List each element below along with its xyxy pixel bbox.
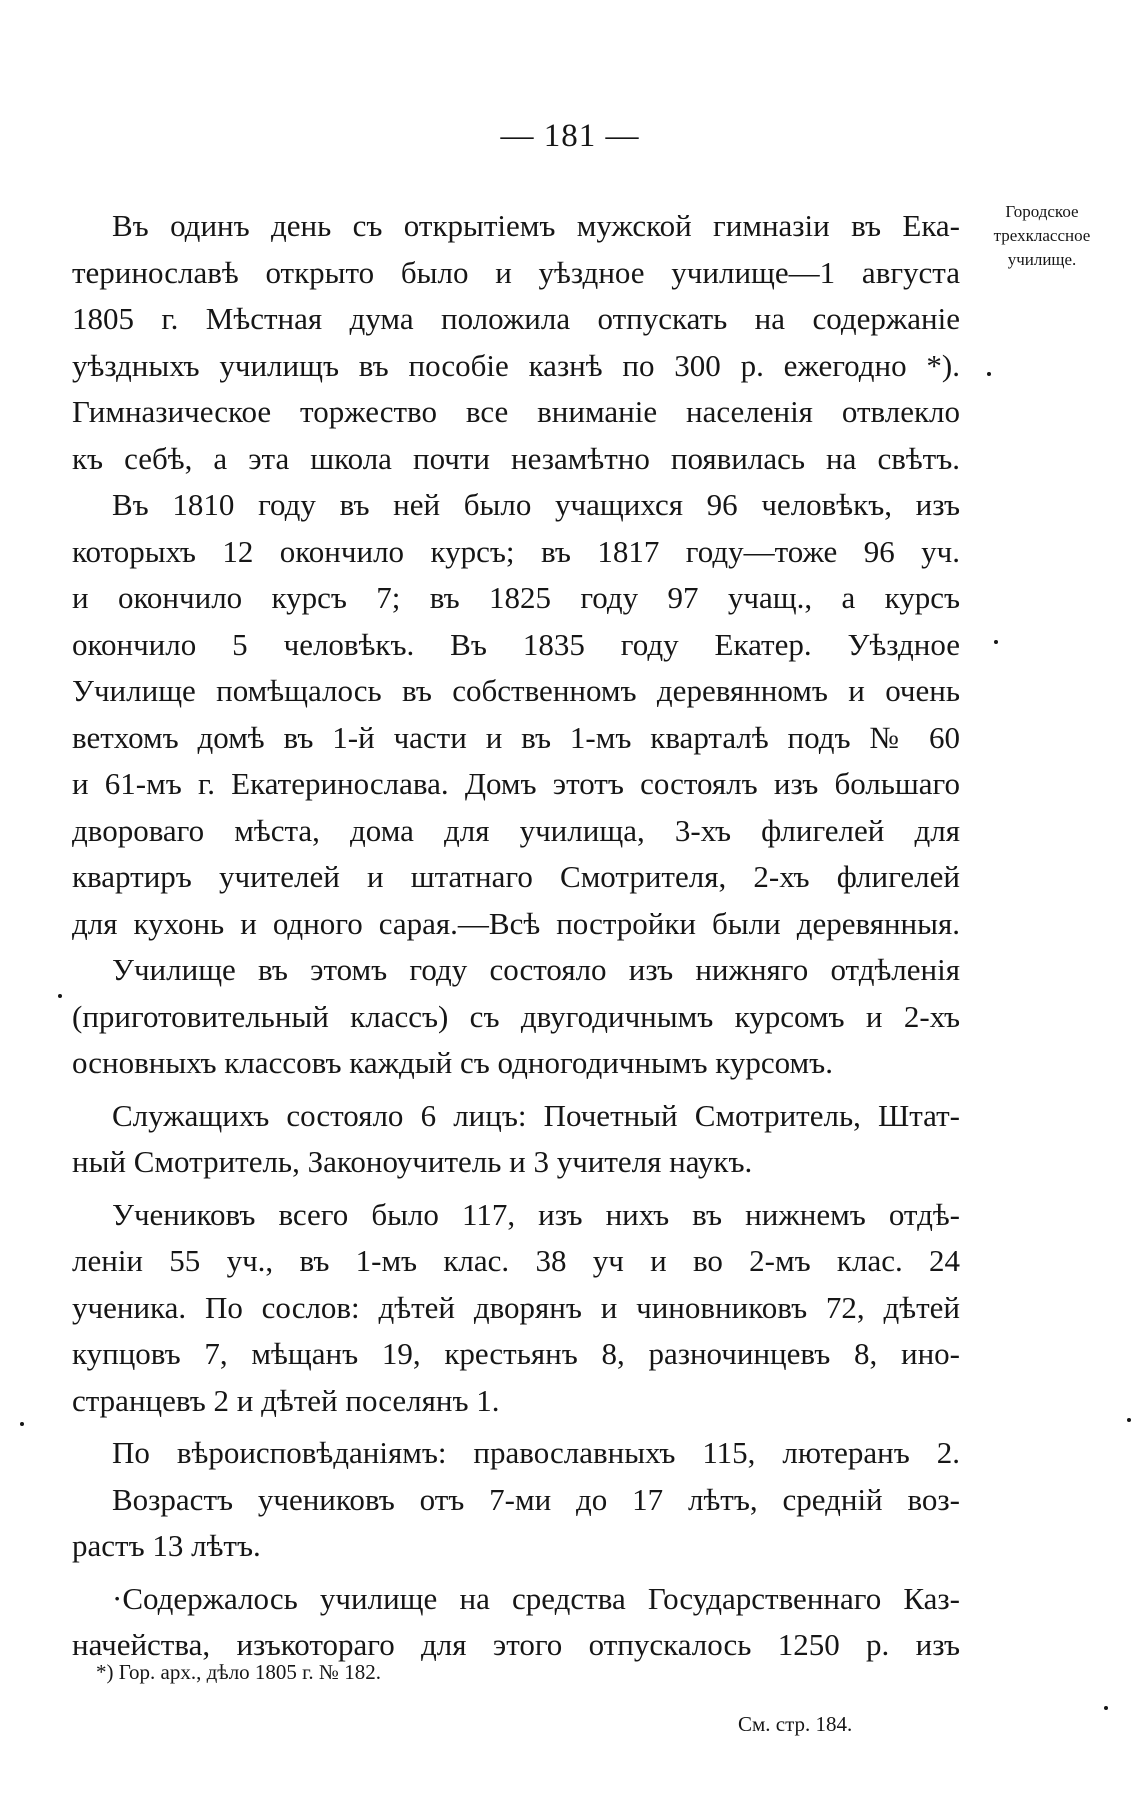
text-line: для кухонь и одного сарая.—Всѣ постройки были деревянныя. <box>72 905 960 941</box>
body-text <box>72 203 960 1669</box>
text-line: квартиръ учителей и штатнаго Смотрителя, 2-хъ флигелей <box>72 859 960 894</box>
scan-speck <box>1127 1418 1131 1422</box>
text-line: леніи 55 уч., въ 1-мъ клас. 38 уч и во 2-мъ клас. 24 <box>72 1243 960 1278</box>
text-line: окончило 5 человѣкъ. Въ 1835 году Екатер. Уѣздное <box>72 626 960 662</box>
text-line: ученика. По сослов: дѣтей дворянъ и чиновниковъ 72, дѣтей <box>72 1289 960 1325</box>
scan-speck <box>20 1422 24 1426</box>
footnote-cross-reference: См. стр. 184. <box>738 1712 853 1736</box>
text-line: уѣздныхъ училищъ въ пособіе казнѣ по 300 р. ежегодно *). <box>72 347 960 383</box>
text-line: начейства, изъкотораго для этого отпускалось 1250 р. изъ <box>72 1627 960 1662</box>
scan-speck <box>994 640 998 644</box>
margin-note-line: трехклассное <box>993 226 1091 245</box>
text-line: которыхъ 12 окончило курсъ; въ 1817 году—тоже 96 уч. <box>72 533 960 569</box>
text-line: ·Содержалось училище на средства Государственнаго Каз- <box>112 1580 960 1616</box>
text-line: По вѣроисповѣданіямъ: православныхъ 115, лютеранъ 2. <box>112 1435 960 1470</box>
text-line: ветхомъ домѣ въ 1-й части и въ 1-мъ кварталѣ подъ № 60 <box>72 719 960 755</box>
scan-speck <box>987 372 991 376</box>
footnote: *) Гор. арх., дѣло 1805 г. № 182. <box>96 1660 381 1684</box>
text-line: странцевъ 2 и дѣтей поселянъ 1. <box>72 1382 500 1418</box>
text-line: и 61-мъ г. Екатеринослава. Домъ этотъ состоялъ изъ большаго <box>72 766 960 801</box>
margin-note-line: Городское <box>1005 202 1079 221</box>
text-line: теринославѣ открыто было и уѣздное училище—1 августа <box>72 254 960 290</box>
page-number: — 181 — <box>500 118 640 154</box>
text-line: Училище въ этомъ году состояло изъ нижняго отдѣленія <box>112 952 960 987</box>
text-line: Гимназическое торжество все вниманіе населенія отвлекло <box>72 394 960 429</box>
text-line: Въ одинъ день съ открытіемъ мужской гимназіи въ Ека- <box>112 208 960 243</box>
text-line: ный Смотритель, Законоучитель и 3 учителя наукъ. <box>72 1144 753 1179</box>
margin-note-line: училище. <box>1007 250 1077 269</box>
text-line: Въ 1810 году въ ней было учащихся 96 человѣкъ, изъ <box>112 487 960 522</box>
scan-speck <box>58 994 62 998</box>
margin-note <box>972 200 1112 272</box>
text-line: Училище помѣщалось въ собственномъ деревянномъ и очень <box>72 673 960 708</box>
text-line: (приготовительный классъ) съ двугодичнымъ курсомъ и 2-хъ <box>72 998 960 1034</box>
text-line: и окончило курсъ 7; въ 1825 году 97 учащ., а курсъ <box>72 580 960 615</box>
text-line: растъ 13 лѣтъ. <box>72 1528 261 1563</box>
text-line: Учениковъ всего было 117, изъ нихъ въ нижнемъ отдѣ- <box>112 1196 960 1232</box>
text-line: Служащихъ состояло 6 лицъ: Почетный Смотритель, Штат- <box>112 1097 960 1133</box>
text-line: двороваго мѣста, дома для училища, 3-хъ флигелей для <box>72 812 960 848</box>
text-line: 1805 г. Мѣстная дума положила отпускать на содержаніе <box>72 301 960 336</box>
text-line: Возрастъ учениковъ отъ 7-ми до 17 лѣтъ, средній воз- <box>112 1481 960 1517</box>
text-line: купцовъ 7, мѣщанъ 19, крестьянъ 8, разночинцевъ 8, ино- <box>72 1336 960 1371</box>
text-line: къ себѣ, а эта школа почти незамѣтно появилась на свѣтъ. <box>72 440 960 476</box>
scan-speck <box>1104 1706 1108 1710</box>
text-line: основныхъ классовъ каждый съ одногодичнымъ курсомъ. <box>72 1045 833 1080</box>
